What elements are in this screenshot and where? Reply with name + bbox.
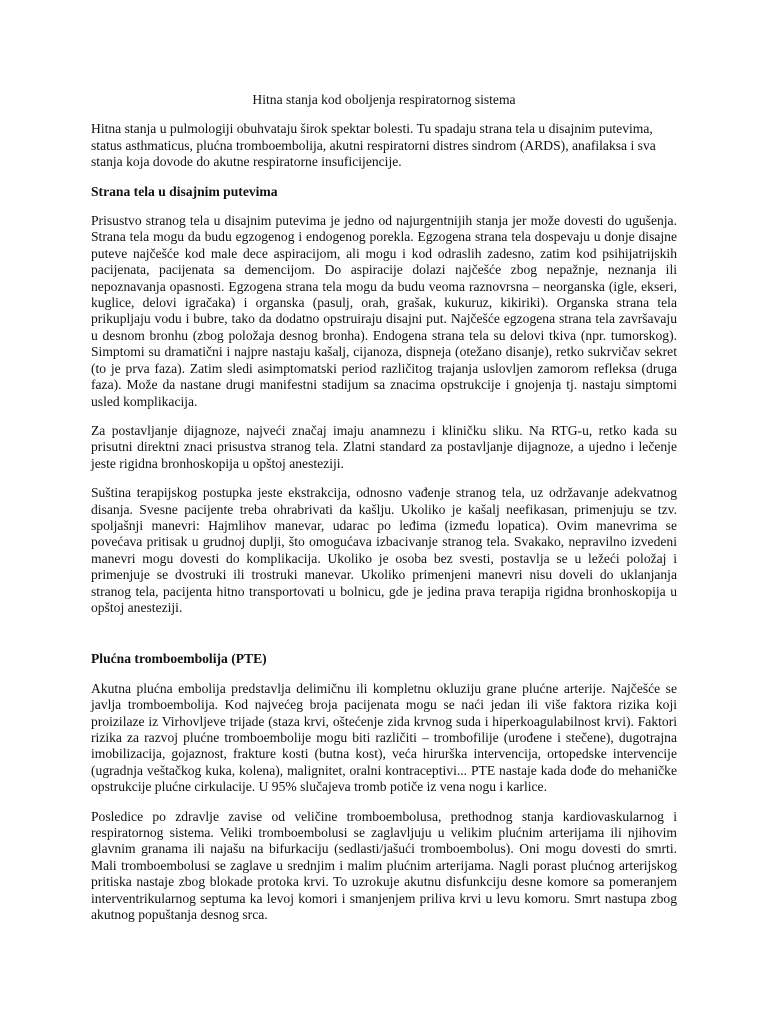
section-heading-pulmonary-embolism: Plućna tromboembolija (PTE)	[91, 651, 267, 667]
paragraph: Posledice po zdravlje zavise od veličine tromboembolusa, prethodnog stanja kardiovaskularnog i respiratornog sistema. Veliki tromboembolusi se zaglavljuju u velikim plućnim arterijama ili njihovim glavnim granama ili najašu na bifurkaciju (sedlasti/jašući tromboembolus). Oni mogu dovesti do smrti. Mali tromboembolusi se zaglave u srednjim i malim plućnim arterijama. Nagli porast plućnog arterijskog pritiska nastaje zbog blokade protoka krvi. To uzrokuje akutnu disfunkciju desne komore sa pomeranjem interventrikularnog septuma ka levoj komori i smanjenjem priliva krvi u levu komoru. Smrt nastupa zbog akutnog popuštanja desnog srca.	[91, 808, 677, 923]
paragraph: Akutna plućna embolija predstavlja delimičnu ili kompletnu okluziju grane plućne arterije. Najčešće se javlja tromboembolija. Kod najvećeg broja pacijenata mogu se naći jedan ili više faktora rizika koji proizilaze iz Virhovljeve trijade (staza krvi, oštećenje zida krvnog suda i hiperkoagulabilnost krvi). Faktori rizika za razvoj plućne tromboembolije mogu biti različiti – trombofilije (urođene i stečene), dugotrajna imobilizacija, gojaznost, frakture kosti (butna kost), veća hirurška intervencija, ortopedske intervencije (ugradnja veštačkog kuka, kolena), malignitet, oralni kontraceptivi... PTE nastaje kada dođe do mehaničke opstrukcije plućne cirkulacije. U 95% slučajeva tromb potiče iz vena nogu i karlice.	[91, 680, 677, 795]
paragraph: Suština terapijskog postupka jeste ekstrakcija, odnosno vađenje stranog tela, uz održavanje adekvatnog disanja. Svesne pacijente treba ohrabrivati da kašlju. Ukoliko je kašalj neefikasan, primenjuju se tzv. spoljašnji manevri: Hajmlihov manevar, udarac po leđima (između lopatica). Ovim manevrima se povećava pritisak u grudnoj duplji, što omogućava izbacivanje stranog tela. Svakako, nepravilno izvedeni manevri mogu dovesti do komplikacija. Ukoliko je osoba bez svesti, postavlja se u ležeći položaj i primenjuje se dvostruki ili trostruki manevar. Ukoliko primenjeni manevri nisu doveli do uklanjanja stranog tela, pacijenta hitno transportovati u bolnicu, gde je jedina prava terapija rigidna bronhoskopija u opštoj anesteziji.	[91, 485, 677, 615]
section-spacer	[91, 629, 677, 651]
intro-paragraph: Hitna stanja u pulmologiji obuhvataju širok spektar bolesti. Tu spadaju strana tela u disajnim putevima, status asthmaticus, plućna tromboembolija, akutni respiratorni distres sindrom (ARDS), anafilaksa i sva stanja koja dovode do akutne respiratorne insuficijencije.	[91, 121, 656, 170]
section-heading-foreign-bodies: Strana tela u disajnim putevima	[91, 183, 278, 199]
document-page	[91, 92, 677, 936]
paragraph: Prisustvo stranog tela u disajnim putevima je jedno od najurgentnijih stanja jer može dovesti do ugušenja. Strana tela mogu da budu egzogenog i endogenog porekla. Egzogena strana tela dospevaju u donje disajne puteve najčešće kod male dece aspiracijom, ali mogu i kod odraslih zadesno, zatim kod psihijatrijskih pacijenata, pacijenata sa demencijom. Do aspiracije dolazi najčešće zbog nepažnje, neznanja ili nepoznavanja opasnosti. Egzogena strana tela mogu da budu veoma raznovrsna – neorganska (igle, ekseri, kuglice, delovi igračaka) i organska (pasulj, orah, grašak, kukuruz, kikiriki). Organska strana tela prikupljaju vodu i bubre, tako da dodatno opstruiraju disajni put. Najčešće egzogena strana tela završavaju u desnom bronhu (zbog položaja desnog bronha). Endogena strana tela su delovi tkiva (npr. tumorskog). Simptomi su dramatični i najpre nastaju kašalj, cijanoza, dispneja (otežano disanje), retko sukrvičav sekret (to je prva faza). Zatim sledi asimptomatski period različitog trajanja uslovljen zamorom refleksa (druga faza). Može da nastane drugi manifestni stadijum sa znacima opstrukcije i gnojenja tj. nastaju simptomi usled komplikacija.	[91, 213, 677, 409]
document-title: Hitna stanja kod oboljenja respiratornog sistema	[252, 92, 516, 107]
paragraph: Za postavljanje dijagnoze, najveći značaj imaju anamnezu i kliničku sliku. Na RTG-u, retko kada su prisutni direktni znaci prisustva stranog tela. Zlatni standard za postavljanje dijagnoze, a ujedno i lečenje jeste rigidna bronhoskopija u opštoj anesteziji.	[91, 422, 677, 471]
